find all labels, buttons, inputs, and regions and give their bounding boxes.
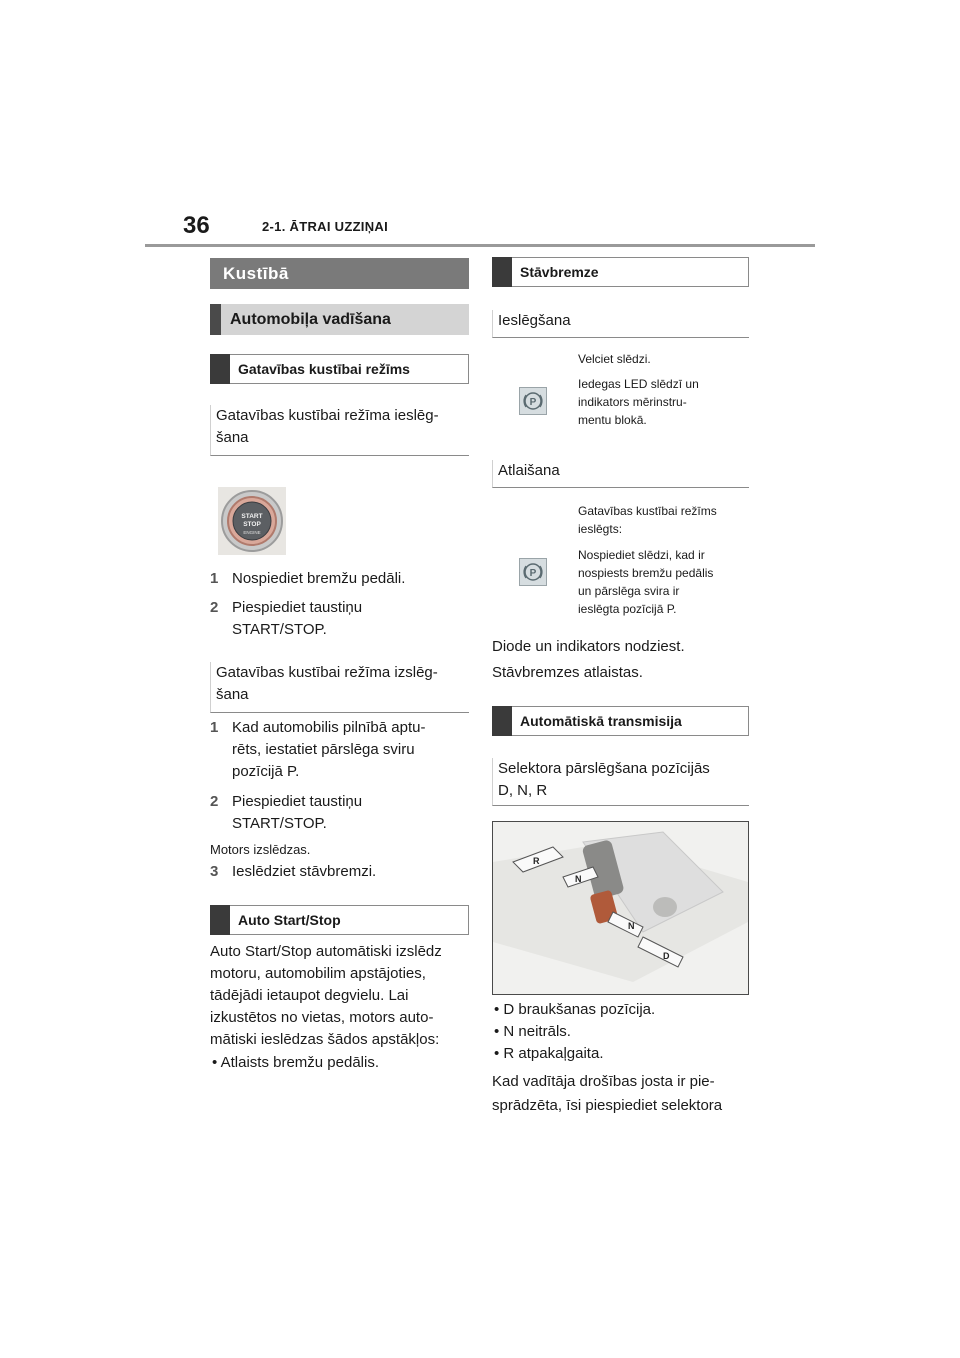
step-text: Nospiediet bremžu pedāli. [232, 570, 406, 587]
heading-automobila-vadisana: Automobiļa vadīšana [210, 304, 469, 335]
step-1-izsleg [210, 717, 469, 783]
auto-start-text: Auto Start/Stop automātiski izslēdz motoru, automobilim apstājoties, tādējādi ietaupot degvielu. Lai izkustētos no vietas, motors auto- mātiski ieslēdzas šādos apstākļos: [210, 943, 442, 1048]
parking-brake-icon [519, 558, 547, 586]
diode-text: Diode un indikators nodziest. [492, 638, 685, 655]
heading-bar [492, 257, 512, 287]
svg-text:P: P [529, 568, 537, 579]
heading-label: Stāvbremze [520, 264, 599, 280]
atlaisana-text-2: Nospiediet slēdzi, kad ir nospiests bremžu pedālis un pārslēga svira ir ieslēgta pozīcijā P. [578, 548, 714, 616]
start-stop-button-image [218, 487, 286, 555]
subheading-iesleg: Gatavības kustībai režīma ieslēg- šana [210, 405, 469, 456]
step-2-iesleg [210, 597, 469, 641]
heading-auto-start-stop [210, 905, 469, 935]
stavbremzes-atlaistas: Stāvbremzes atlaistas. [492, 664, 643, 681]
step-text: Ieslēdziet stāvbremzi. [232, 863, 377, 880]
final-text: Kad vadītāja drošības josta ir pie- sprādzēta, īsi piespiediet selektora [492, 1073, 723, 1114]
step-number: 3 [210, 863, 219, 880]
heading-label: Gatavības kustībai režīms [238, 361, 410, 377]
bullet-d: • D braukšanas pozīcija. [494, 1001, 656, 1018]
ieslegsana-text-1: Velciet slēdzi. [578, 352, 651, 366]
subheading-izsleg: Gatavības kustībai režīma izslēg- šana [210, 662, 469, 713]
step-2-izsleg [210, 791, 469, 835]
start-label: START [241, 513, 263, 520]
atlaisana-text-1: Gatavības kustībai režīms ieslēgts: [578, 504, 717, 536]
auto-start-bullet: • Atlaists bremžu pedālis. [212, 1054, 379, 1071]
heading-kustiba: Kustībā [210, 258, 469, 289]
gear-label-d: D [663, 951, 670, 961]
ieslegsana-text-2: Iedegas LED slēdzī un indikators mērinstru- mentu blokā. [578, 377, 699, 427]
heading-stavbremze [492, 257, 749, 287]
step-3 [210, 861, 469, 883]
step-text: Piespiediet taustiņu START/STOP. [232, 599, 363, 638]
heading-label: Automātiskā transmisija [520, 713, 682, 729]
heading-automatiska-transmisija [492, 706, 749, 736]
gear-label-n-top: N [575, 874, 582, 884]
heading-bar [210, 354, 230, 384]
subheading-ieslegsana: Ieslēgšana [492, 310, 749, 338]
heading-label: Auto Start/Stop [238, 912, 341, 928]
bullet-n: • N neitrāls. [494, 1023, 571, 1040]
gear-label-n-bottom: N [628, 921, 635, 931]
step-text: Kad automobilis pilnībā aptu- rēts, iestatiet pārslēga sviru pozīcijā P. [232, 719, 426, 780]
engine-label: ENGINE [243, 530, 261, 535]
step-number: 1 [210, 719, 219, 736]
subheading-atlaisana: Atlaišana [492, 460, 749, 488]
step-number: 1 [210, 570, 219, 587]
step-text: Piespiediet taustiņu START/STOP. [232, 793, 363, 832]
heading-bar [210, 905, 230, 935]
gear-label-r: R [533, 856, 540, 866]
heading-gatavibas-rezims [210, 354, 469, 384]
stop-label: STOP [243, 521, 261, 528]
header-rule [145, 244, 815, 247]
step-number: 2 [210, 793, 219, 810]
page-number: 36 [183, 212, 210, 239]
section-title: 2-1. ĀTRAI UZZIŅAI [262, 219, 389, 234]
step-number: 2 [210, 599, 219, 616]
parking-brake-icon [519, 387, 547, 415]
bullet-r: • R atpakaļgaita. [494, 1045, 604, 1062]
step-1-iesleg [210, 568, 469, 590]
subheading-selektora: Selektora pārslēgšana pozīcijās D, N, R [492, 758, 749, 806]
heading-bar [492, 706, 512, 736]
gear-selector-image [492, 821, 749, 995]
motors-note: Motors izslēdzas. [210, 842, 311, 857]
svg-text:P: P [529, 397, 537, 408]
